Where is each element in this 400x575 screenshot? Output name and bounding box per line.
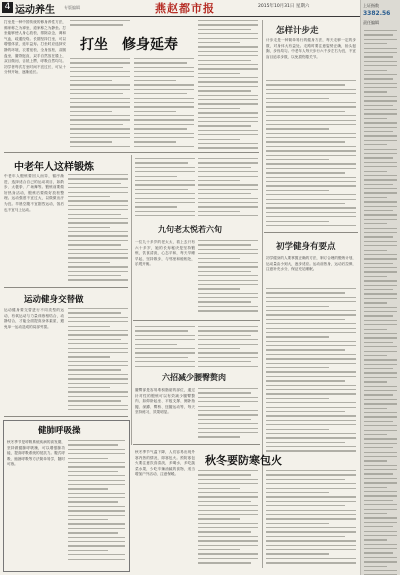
article-jibu-body: 计步走是一种简单易行的健身方法，每天走够一定的步数，对身体大有益处。走路时要注意姿势正确，抬头挺胸，步伐均匀。中老年人每天步行六千步左右为宜，不宜盲目追求步数，以免损伤膝关节。 (266, 38, 356, 59)
strip-text-lines (364, 30, 397, 570)
article-jianfei-title: 健肺呼吸操 (38, 426, 81, 436)
article-laotai-body: 一位九十多岁的老太太，看上去只有六十多岁，她的长寿秘诀是坚持锻炼，饮食清淡，心态平和，每天早睡早起，坚持散步，与邻里和睦相处，乐观开朗。 (135, 240, 195, 267)
article-chuxue-body: 初学健身的人要掌握正确的方法，制订合理的锻炼计划，运动量由小到大，逐步适应。运动前热身，运动后拉伸，注意补充水分，保证充足睡眠。 (266, 256, 356, 272)
article-chuxue-lines (266, 288, 356, 458)
article-dazuo-lines-a (70, 20, 130, 32)
divider (264, 232, 358, 233)
article-jiaoti-title: 运动健身交替做 (24, 295, 84, 305)
article-laotai-lines-c (198, 240, 258, 318)
article-zhonglaonian-lines (68, 174, 128, 284)
strip-label: 上证指数 (363, 3, 379, 8)
divider (4, 416, 128, 417)
article-dazuo-body: 打坐是一种中国传统的修身养性方法，佛家称之为禅坐，道家称之为静坐。打坐能够使人身心放松，排除杂念，调和气血，疏通经络。长期坚持打坐，可以增强体质，延年益寿。打坐时应选择安静的环境，衣着宽松，全身放松，双腿盘坐，腰背挺直，双手自然放在膝上，双目微闭，舌抵上腭，呼吸自然均匀。初学者每次打坐时间不宜过长，可从十分钟开始，逐渐延长。 (4, 20, 66, 75)
adjacent-page-strip (360, 0, 400, 575)
article-qiudong-lines-b (266, 470, 356, 568)
article-jiaoti-body: 运动健身要交替进行不同类型的运动，有氧运动与力量训练相结合，动静结合，才能全面提高身体素质，避免单一运动造成的局部劳损。 (4, 308, 64, 329)
article-zhonglaonian-body: 中老年人锻炼要因人而异，循序渐进，选择适合自己的运动项目，如散步、太极拳、广场舞等。锻炼前要做好热身活动，锻炼后要做好放松整理。运动强度不宜过大，以微微出汗为宜。早晨空腹不宜剧烈运动，饭后也不宜马上运动。 (4, 174, 64, 212)
column-divider (131, 155, 132, 445)
divider (133, 320, 260, 321)
article-laotai-lines-b (198, 158, 258, 218)
strip-number: 3382.56 (363, 10, 391, 17)
masthead-logo: 燕赵都市报 (155, 2, 215, 15)
divider (4, 287, 128, 288)
column-divider (262, 20, 263, 568)
article-jianfei-lines (68, 440, 125, 566)
page-number: 4 (2, 2, 13, 13)
article-laotai-lines-a (135, 158, 195, 218)
article-liuzhao-lines-b (198, 326, 258, 368)
article-dazuo-title: 打坐 修身延寿 (80, 37, 178, 53)
article-qiudong-body: 秋冬季节气温下降，人们容易出现外寒内热的情况，即寒包火。预防寒包火要注意饮食清淡，多喝水，多吃蔬菜水果，少吃辛辣油腻的食物，适当增加户外活动，注意保暖。 (135, 450, 195, 477)
article-zhonglaonian-title: 中老年人这样锻炼 (14, 162, 94, 173)
article-laotai-title: 九句老太悦若六旬 (158, 224, 222, 234)
article-qiudong-lines-a (198, 470, 258, 568)
section-subtitle: 专版编辑 (64, 5, 80, 10)
article-dazuo-lines-b (70, 58, 130, 150)
article-liuzhao-lines-c (198, 388, 258, 440)
strip-editor-label: 责任编辑 (363, 20, 379, 25)
divider (133, 444, 260, 445)
article-jianfei-body: 秋冬季节是呼吸系统疾病的高发期，坚持做健肺呼吸操，可以增强肺功能，提高呼吸系统的抵抗力。腹式呼吸、缩唇呼吸等方法简单易学，随时可练。 (7, 440, 65, 467)
article-liuzhao-lines-a (135, 326, 195, 368)
page-header (0, 0, 360, 17)
section-title: 运动养生 (15, 5, 55, 16)
article-qiudong-title: 秋冬要防寒包火 (205, 454, 282, 467)
article-liuzhao-title: 六招减少腰臀赘肉 (162, 372, 226, 382)
article-jibu-title: 怎样计步走 (276, 26, 319, 36)
issue-date: 2015年10月31日 星期六 (258, 4, 310, 9)
article-jiaoti-lines (68, 308, 128, 413)
article-dazuo-lines-c (134, 58, 194, 150)
divider (4, 152, 259, 153)
article-chuxue-title: 初学健身有要点 (276, 242, 336, 252)
article-jibu-lines (266, 80, 356, 230)
article-dazuo-lines-d (198, 20, 258, 150)
article-liuzhao-body: 腰臀部是容易堆积脂肪的部位，通过针对性的锻炼可以有效减少腰臀赘肉，如仰卧起坐、平板支撑、侧卧抬腿、深蹲、臀桥、扭腰运动等，每天坚持练习，效果明显。 (135, 388, 195, 415)
